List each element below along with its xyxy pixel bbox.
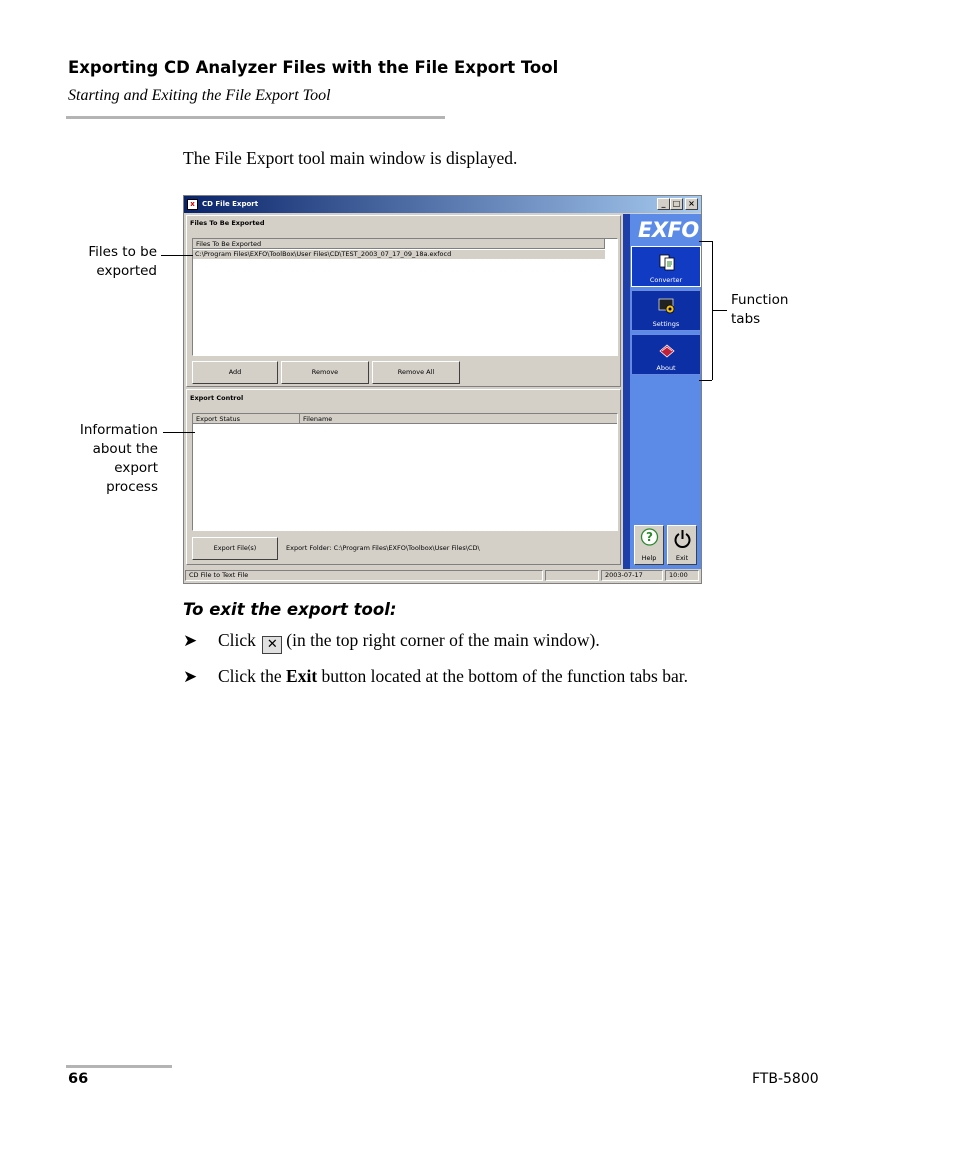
files-column-header[interactable]: [193, 239, 605, 249]
maximize-button[interactable]: □: [670, 198, 683, 210]
callout-function-line1: Function: [731, 292, 789, 308]
step-exit-text-before: Click the: [218, 666, 282, 686]
step-close-text-after: (in the top right corner of the main window).: [286, 630, 600, 650]
export-status-column[interactable]: Export Status: [196, 415, 241, 423]
callout-info-line2: about the: [92, 441, 158, 457]
callout-files-line1: Files to be: [88, 244, 157, 260]
tab-about-label: About: [656, 364, 676, 372]
about-icon: [658, 341, 676, 359]
column-divider: [299, 414, 300, 423]
app-icon: x: [187, 199, 198, 210]
settings-icon: [658, 297, 676, 315]
export-folder-label: Export Folder: C:\Program Files\EXFO\Toolbox\User Files\CD\: [286, 544, 480, 552]
svg-text:?: ?: [646, 530, 653, 544]
callout-function: [731, 291, 788, 329]
page-number: 66: [68, 1071, 89, 1087]
files-panel: [186, 215, 621, 387]
remove-all-button[interactable]: Remove All: [372, 361, 460, 384]
callout-info-leader: [163, 432, 195, 433]
files-column-header-label: Files To Be Exported: [196, 240, 262, 248]
status-bar: [184, 569, 701, 583]
file-export-window: [183, 195, 702, 584]
status-time: 10:00: [665, 570, 699, 581]
step-exit-bold: Exit: [286, 666, 318, 686]
filename-column[interactable]: Filename: [303, 415, 333, 423]
help-button[interactable]: [634, 525, 664, 565]
close-x-icon: ✕: [262, 636, 282, 654]
header-rule: [66, 116, 445, 119]
callout-files-line2: exported: [96, 263, 157, 279]
bullet-arrow-icon: ➤: [183, 667, 198, 686]
window-titlebar: [184, 196, 701, 213]
section-subtitle: Starting and Exiting the File Export Tool: [68, 87, 331, 104]
tab-settings[interactable]: [631, 290, 701, 331]
intro-text: The File Export tool main window is displayed.: [183, 148, 518, 168]
files-panel-title: Files To Be Exported: [190, 219, 265, 227]
remove-button[interactable]: Remove: [281, 361, 369, 384]
step-close: [183, 630, 600, 654]
procedure-title: To exit the export tool:: [183, 600, 397, 619]
bullet-arrow-icon: ➤: [183, 631, 198, 650]
status-empty-cell: [545, 570, 599, 581]
callout-files: [60, 243, 157, 281]
bracket-bottom: [699, 380, 712, 381]
callout-files-leader: [161, 255, 193, 256]
file-row[interactable]: [193, 250, 605, 259]
power-icon: [673, 529, 692, 549]
export-column-header: [193, 414, 617, 424]
callout-info: [50, 421, 158, 497]
file-row-path: C:\Program Files\EXFO\ToolBox\User Files\CD\TEST_2003_07_17_09_18a.exfocd: [195, 250, 452, 258]
bracket-top: [699, 241, 712, 242]
callout-info-line4: process: [106, 479, 158, 495]
export-panel-title: Export Control: [190, 394, 244, 402]
footer-rule: [66, 1065, 172, 1068]
callout-function-leader: [713, 310, 727, 311]
step-exit-text-after: button located at the bottom of the function tabs bar.: [321, 666, 688, 686]
exit-label: Exit: [675, 554, 689, 562]
close-button[interactable]: ×: [685, 198, 698, 210]
callout-info-line1: Information: [79, 422, 158, 438]
tab-settings-label: Settings: [652, 320, 680, 328]
sidebar-edge: [623, 214, 630, 569]
window-title: CD File Export: [202, 200, 259, 208]
add-button[interactable]: Add: [192, 361, 278, 384]
export-control-panel: [186, 389, 621, 565]
exit-button[interactable]: [667, 525, 697, 565]
callout-info-line3: export: [114, 460, 158, 476]
section-title: Exporting CD Analyzer Files with the File Export Tool: [68, 58, 559, 77]
help-label: Help: [641, 554, 657, 562]
exfo-logo: EXFO: [638, 218, 699, 242]
step-close-text-before: Click: [218, 630, 256, 650]
tab-converter-label: Converter: [649, 276, 683, 284]
help-icon: [640, 528, 659, 550]
minimize-button[interactable]: _: [657, 198, 670, 210]
product-model: FTB-5800: [752, 1071, 819, 1087]
tab-converter[interactable]: [631, 246, 701, 287]
export-status-list[interactable]: [192, 413, 618, 531]
converter-icon: [658, 253, 676, 271]
step-exit: [183, 666, 688, 687]
status-date: 2003-07-17: [601, 570, 663, 581]
tab-about[interactable]: [631, 334, 701, 375]
export-files-button[interactable]: Export File(s): [192, 537, 278, 560]
status-mode: CD File to Text File: [185, 570, 543, 581]
callout-function-line2: tabs: [731, 311, 761, 327]
files-list[interactable]: [192, 238, 618, 356]
